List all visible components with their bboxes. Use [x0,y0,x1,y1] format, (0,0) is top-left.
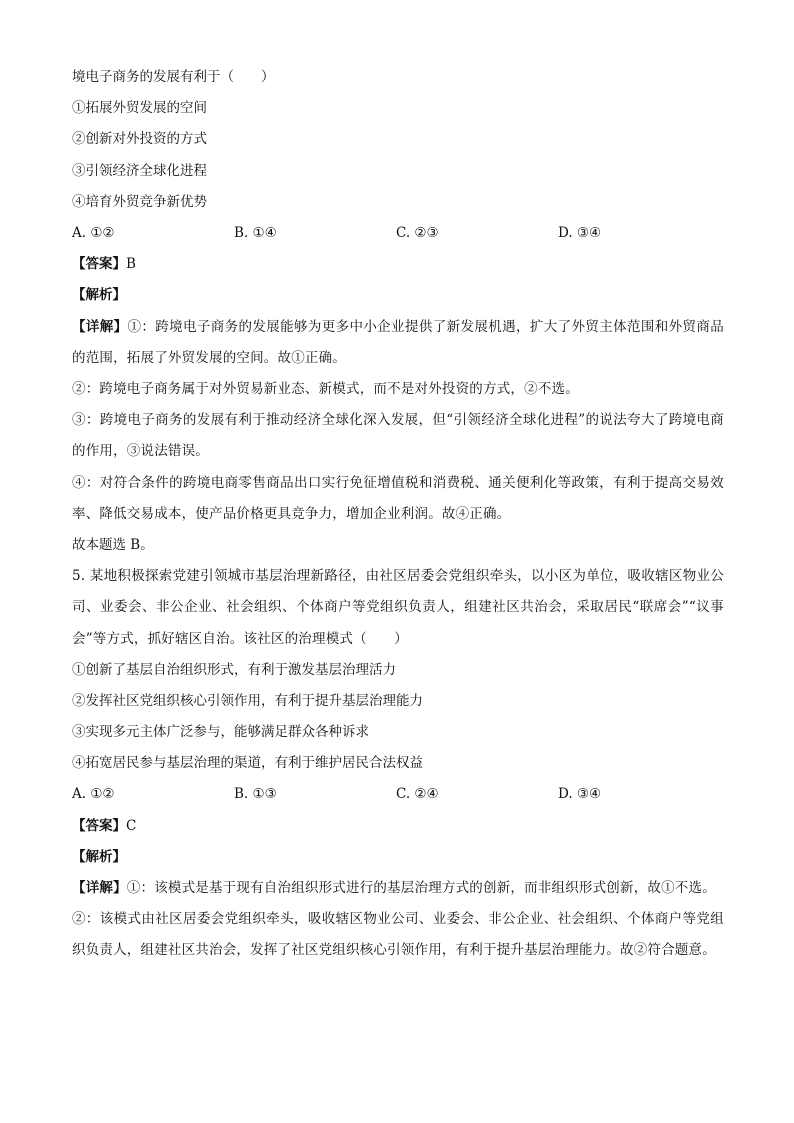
q5-detail-tag: 【详解】 [72,880,127,897]
q4-stem-tail: 境电子商务的发展有利于（ ） [72,69,275,85]
q4-detail-2: ②：跨境电子商务属于对外贸易新业态、新模式，而不是对外投资的方式，②不选。 [72,380,579,397]
q4-item-2: ②创新对外投资的方式 [72,131,207,148]
q5-option-d: D. ③④ [558,786,602,803]
q4-analysis-line [72,280,724,311]
q5-detail-2: ②：该模式由社区居委会党组织牵头，吸收辖区物业公司、业委会、非公企业、社会组织、个体商户等党组织负责人，组建社区共治会，发挥了社区党组织核心引领作用，有利于提升基层治理能力。故②符合题意。 [72,911,724,959]
q4-detail-1 [72,312,724,374]
q4-answer-line [72,249,724,280]
q4-option-a: A. ①② [72,224,115,241]
q4-analysis-tag: 【解析】 [72,287,126,304]
q4-answer-tag: 【答案】 [72,256,126,273]
q4-detail-1-text: ①：跨境电子商务的发展能够为更多中小企业提供了新发展机遇，扩大了外贸主体范围和外贸商品的范围，拓展了外贸发展的空间。故①正确。 [72,318,724,366]
q4-conclusion: 故本题选 B。 [72,536,154,553]
q5-answer-tag: 【答案】 [72,817,126,834]
q5-analysis-tag: 【解析】 [72,848,126,865]
q4-option-c: C. ②③ [396,224,439,241]
q4-detail-tag: 【详解】 [72,318,128,335]
q5-option-c: C. ②④ [396,786,439,803]
q5-item-3: ③实现多元主体广泛参与，能够满足群众各种诉求 [72,724,369,741]
q5-item-4: ④拓宽居民参与基层治理的渠道，有利于维护居民合法权益 [72,755,423,772]
q4-detail-4: ④：对符合条件的跨境电商零售商品出口实行免征增值税和消费税、通关便利化等政策，有利于提高交易效率、降低交易成本，使产品价格更具竞争力，增加企业利润。故④正确。 [72,474,724,522]
q5-item-2: ②发挥社区党组织核心引领作用，有利于提升基层治理能力 [72,692,423,709]
q4-options [72,218,724,249]
q4-item-3: ③引领经济全球化进程 [72,162,207,179]
q5-detail-1-text: ①：该模式是基于现有自治组织形式进行的基层治理方式的创新，而非组织形式创新，故①不选。 [126,880,716,897]
q4-detail-3: ③：跨境电子商务的发展有利于推动经济全球化深入发展，但“引领经济全球化进程”的说法夸大了跨境电商的作用，③说法错误。 [72,412,724,460]
q4-option-b: B. ①④ [234,224,277,241]
q5-option-b: B. ①③ [234,786,277,803]
q5-answer: C [126,817,137,834]
q4-item-1: ①拓展外贸发展的空间 [72,100,207,117]
q5-answer-line [72,811,724,842]
q5-analysis-line [72,842,724,873]
q5-detail-1 [72,873,724,904]
q4-option-d: D. ③④ [558,224,602,241]
q4-item-4: ④培育外贸竞争新优势 [72,193,207,210]
q4-answer: B [126,256,136,273]
q5-options [72,779,724,810]
q5-stem: 5. 某地积极探索党建引领城市基层治理新路径，由社区居委会党组织牵头，以小区为单位，吸收辖区物业公司、业委会、非公企业、社会组织、个体商户等党组织负责人，组建社区共治会，采取居民“联席会”“议事会”等方式，抓好辖区自治。该社区的治理模式（ ） [72,568,724,647]
q5-item-1: ①创新了基层自治组织形式，有利于激发基层治理活力 [72,661,396,678]
q5-option-a: A. ①② [72,786,115,803]
document-page [72,62,724,967]
